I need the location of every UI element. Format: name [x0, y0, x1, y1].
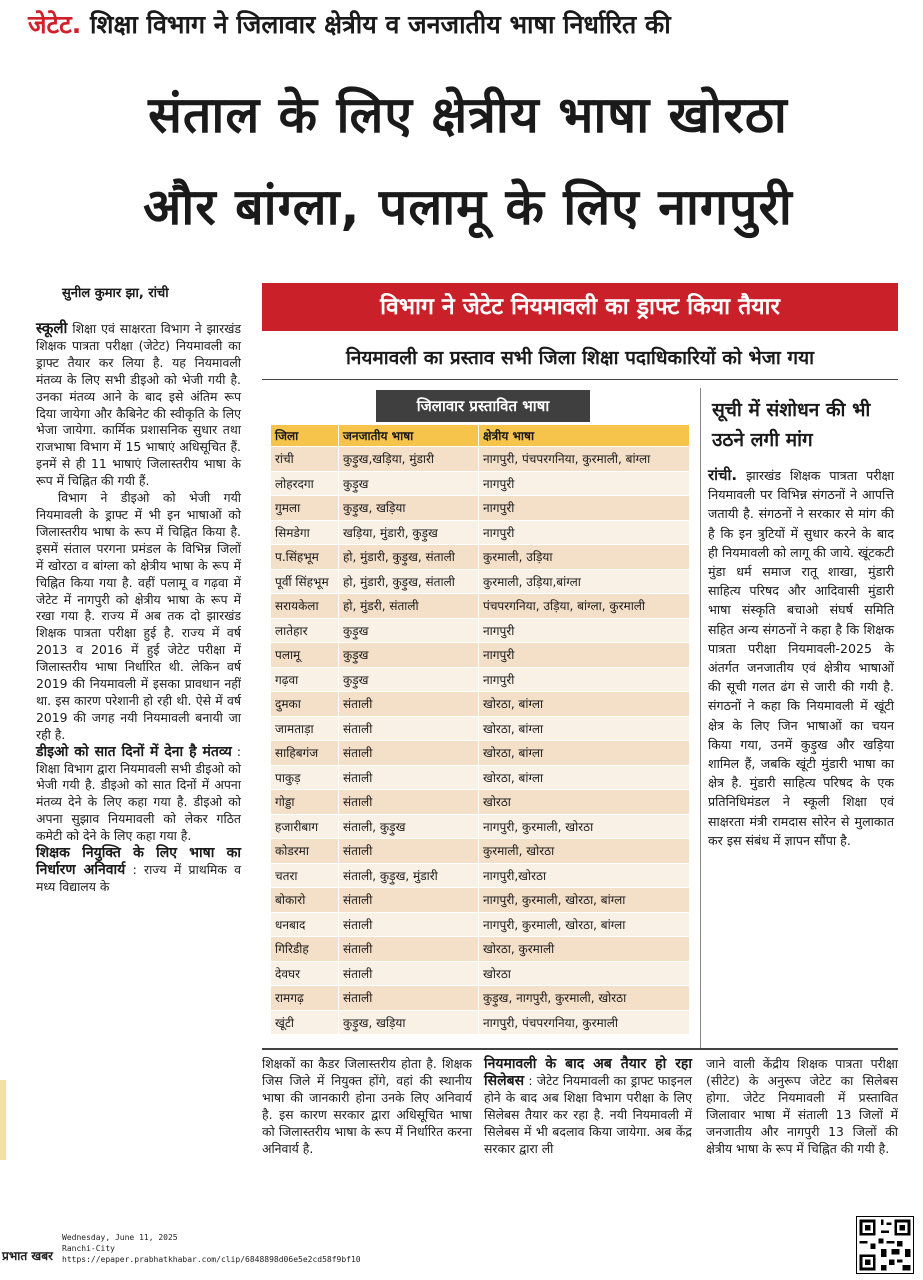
cell-tribal-language: कुड़ुख,खड़िया, मुंडारी — [339, 447, 479, 472]
table-row — [271, 765, 690, 790]
cell-tribal-language: संताली — [339, 888, 479, 913]
bottom-column-2 — [484, 1056, 692, 1157]
table-row — [271, 839, 690, 864]
table-row — [271, 1010, 690, 1035]
cell-regional-language: नागपुरी, पंचपरगनिया, कुरमाली — [479, 1010, 690, 1035]
cell-district: लोहरदगा — [271, 471, 339, 496]
cell-district: हजारीबाग — [271, 814, 339, 839]
sidebar-body: झारखंड शिक्षक पात्रता परीक्षा नियमावली पर विभिन्न संगठनों ने आपत्ति जतायी है. संगठनों ने सरकार से मांग की है कि इन त्रुटियों में सुधार करने के बाद ही नियमावली को लागू की जाये. खूंटकटी मुंडा धर्म समाज रातू शाखा, मुंडारी साहित्य परिषद और आदिवासी मुंडारी भाषा संस्कृति बचाओ संघर्ष समिति सहित अन्य संगठनों ने कहा है कि शिक्षक पात्रता परीक्षा नियमावली-2025 के अंतर्गत जनजातीय एवं क्षेत्रीय भाषाओं की सूची गलत ढंग से जारी की गयी है. संगठनों ने कहा कि नियमावली में खूंटी क्षेत्र के लिए जिन भाषाओं का चयन किया गया, उनमें कुड़ुख और खड़िया शामिल हैं, जबकि खूंटी मुंडारी भाषा का क्षेत्र है. मुंडारी साहित्य परिषद के एक प्रतिनिधिमंडल ने स्कूली शिक्षा एवं साक्षरता मंत्री रामदास सोरेन से मुलाकात कर इस संबंध में ज्ञापन सौंपा है. — [708, 468, 894, 848]
cell-district: गुमला — [271, 496, 339, 521]
table-row — [271, 741, 690, 766]
cell-district: सरायकेला — [271, 594, 339, 619]
cell-tribal-language: संताली — [339, 839, 479, 864]
cell-district: पलामू — [271, 643, 339, 668]
table-title: जिलावार प्रस्तावित भाषा — [376, 390, 590, 422]
table-header-row — [271, 425, 690, 447]
table-row — [271, 790, 690, 815]
cell-regional-language: खोरठा — [479, 790, 690, 815]
cell-regional-language: कुड़ुख, नागपुरी, कुरमाली, खोरठा — [479, 986, 690, 1011]
header-regional-language: क्षेत्रीय भाषा — [479, 425, 690, 447]
table-row — [271, 716, 690, 741]
cell-district: कोडरमा — [271, 839, 339, 864]
cell-tribal-language: संताली — [339, 986, 479, 1011]
lead-word: स्कूली — [36, 319, 68, 337]
publication-logo: प्रभात खबर — [2, 1249, 53, 1263]
cell-tribal-language: कुड़ुख — [339, 643, 479, 668]
qr-code-icon[interactable] — [856, 1216, 914, 1274]
cell-regional-language: कुरमाली, उड़िया — [479, 545, 690, 570]
cell-regional-language: कुरमाली, खोरठा — [479, 839, 690, 864]
headline-line1: संताल के लिए क्षेत्रीय भाषा खोरठा — [148, 86, 788, 144]
cell-district: रामगढ़ — [271, 986, 339, 1011]
cell-regional-language: नागपुरी, कुरमाली, खोरठा — [479, 814, 690, 839]
cell-district: गिरिडीह — [271, 937, 339, 962]
cell-tribal-language: हो, मुंडारी, कुड़ुख, संताली — [339, 545, 479, 570]
cell-district: सिमडेगा — [271, 520, 339, 545]
footer-edition: Ranchi-City — [62, 1244, 115, 1253]
cell-district: साहिबगंज — [271, 741, 339, 766]
cell-regional-language: नागपुरी — [479, 471, 690, 496]
cell-district: जामताड़ा — [271, 716, 339, 741]
cell-district: खूंटी — [271, 1010, 339, 1035]
cell-tribal-language: हो, मुंडारी, कुड़ुख, संताली — [339, 569, 479, 594]
cell-district: पूर्वी सिंहभूम — [271, 569, 339, 594]
cell-district: देवघर — [271, 961, 339, 986]
column-divider — [700, 388, 701, 1048]
table-row — [271, 447, 690, 472]
cell-tribal-language: कुड़ुख, खड़िया — [339, 1010, 479, 1035]
table-row — [271, 545, 690, 570]
cell-district: बोकारो — [271, 888, 339, 913]
kicker-tag: जेटेट. — [28, 10, 82, 39]
footer-date: Wednesday, June 11, 2025 — [62, 1233, 178, 1242]
cell-regional-language: नागपुरी — [479, 667, 690, 692]
cell-tribal-language: हो, मुंडरी, संताली — [339, 594, 479, 619]
subhead-deo: डीइओ को सात दिनों में देना है मंतव्य — [36, 743, 232, 760]
cell-regional-language: खोरठा — [479, 961, 690, 986]
cell-regional-language: पंचपरगनिया, उड़िया, बांग्ला, कुरमाली — [479, 594, 690, 619]
cell-district: गोड्डा — [271, 790, 339, 815]
kicker-text: शिक्षा विभाग ने जिलावार क्षेत्रीय व जनजातीय भाषा निर्धारित की — [89, 10, 671, 39]
left-column — [36, 320, 241, 896]
bottom-column-3 — [706, 1056, 898, 1157]
table-row — [271, 937, 690, 962]
subhead-syllabus: नियमावली के बाद अब तैयार हो रहा सिलेबस — [484, 1056, 692, 1089]
cell-tribal-language: संताली, कुड़ुख — [339, 814, 479, 839]
bottom-text-1: शिक्षकों का कैडर जिलास्तरीय होता है. शिक्षक जिस जिले में नियुक्त होंगे, वहां की स्थानीय भाषा की जानकारी होना उनके लिए अनिवार्य है. इस कारण सरकार द्वारा अधिसूचित भाषा को जिलास्तरीय भाषा के रूप में निर्धारित करना अनिवार्य है. — [262, 1056, 472, 1156]
paragraph-2: विभाग ने डीइओ को भेजी गयी नियमावली के ड्राफ्ट में भी इन भाषाओं को जिलास्तरीय भाषा के रूप में चिह्नित किया है. इसमें संताल परगना प्रमंडल के विभिन्न जिलों में खोरठा व बांग्ला को क्षेत्रीय भाषा के रूप में चिह्नित किया गया है. वहीं पलामू व गढ़वा में जेटेट में नागपुरी को क्षेत्रीय भाषा के रूप में रखा गया है. राज्य में अब तक दो झारखंड शिक्षक पात्रता परीक्षा हुई है. राज्य में वर्ष 2013 व 2016 में हुई जेटेट परीक्षा में जिलास्तरीय भाषा निर्धारित थी. लेकिन वर्ष 2019 की नियमावली में इसका प्रावधान नहीं था. इस कारण परेशानी हो रही थी. ऐसे में वर्ष 2019 की जगह नयी नियमावली बनायी जा रही है. — [36, 490, 241, 742]
sidebar-column — [708, 466, 894, 850]
cell-district: लातेहार — [271, 618, 339, 643]
cell-regional-language: नागपुरी, कुरमाली, खोरठा, बांग्ला — [479, 912, 690, 937]
paragraph-1: शिक्षा एवं साक्षरता विभाग ने झारखंड शिक्षक पात्रता परीक्षा (जेटेट) नियमावली का ड्राफ्ट तैयार कर लिया है. यह नियमावली मंतव्य के लिए सभी डीइओ को भेजी गयी है. उनका मंतव्य आने के बाद इसे अंतिम रूप दिया जायेगा और कैबिनेट की स्वीकृति के लिए भेजा जायेगा. कार्मिक प्रशासनिक सुधार तथा राजभाषा विभाग में 15 भाषाएं अधिसूचित हैं. इनमें से ही 11 भाषाएं जिलास्तरीय भाषा के रूप में चिह्नित की गयी हैं. — [36, 321, 241, 489]
bottom-divider — [262, 1048, 898, 1050]
cell-regional-language: नागपुरी — [479, 520, 690, 545]
cell-district: गढ़वा — [271, 667, 339, 692]
table-row — [271, 692, 690, 717]
cell-regional-language: खोरठा, कुरमाली — [479, 937, 690, 962]
table-row — [271, 888, 690, 913]
cell-district: दुमका — [271, 692, 339, 717]
cell-regional-language: खोरठा, बांग्ला — [479, 765, 690, 790]
cell-regional-language: कुरमाली, उड़िया,बांग्ला — [479, 569, 690, 594]
cell-regional-language: नागपुरी, कुरमाली, खोरठा, बांग्ला — [479, 888, 690, 913]
footer-meta — [62, 1232, 361, 1265]
table-row — [271, 912, 690, 937]
cell-tribal-language: खड़िया, मुंडारी, कुड़ुख — [339, 520, 479, 545]
table-row — [271, 594, 690, 619]
cell-tribal-language: संताली — [339, 937, 479, 962]
cell-regional-language: खोरठा, बांग्ला — [479, 741, 690, 766]
sub-banner: नियमावली का प्रस्ताव सभी जिला शिक्षा पदाधिकारियों को भेजा गया — [262, 336, 898, 380]
bottom-column-1 — [262, 1056, 472, 1157]
paragraph-3: : शिक्षा विभाग द्वारा नियमावली सभी डीइओ को भेजी गयी है. डीइओ को सात दिनों में अपना मंतव्य देने के लिए कहा गया है. डीइओ को अपना सुझाव नियमावली को लेकर गठित कमेटी को देने के लिए कहा गया है. — [36, 743, 241, 844]
district-language-table — [270, 424, 690, 1035]
bottom-text-3: जाने वाली केंद्रीय शिक्षक पात्रता परीक्षा (सीटेट) के अनुरूप जेटेट का सिलेबस होगा. जेटेट नियमावली में प्रस्तावित जिलावार भाषा में संताली 13 जिलों में जनजातीय और नागपुरी 13 जिलों की क्षेत्रीय भाषा के रूप में चिह्नित की गयी है. — [706, 1056, 898, 1156]
kicker — [28, 6, 908, 44]
footer-url[interactable]: https://epaper.prabhatkhabar.com/clip/6848898d06e5e2cd58f9bf10 — [62, 1255, 361, 1264]
cell-tribal-language: कुड़ुख, खड़िया — [339, 496, 479, 521]
cell-regional-language: खोरठा, बांग्ला — [479, 692, 690, 717]
cell-tribal-language: संताली — [339, 741, 479, 766]
dateline: रांची. — [708, 466, 738, 484]
cell-tribal-language: संताली, कुड़ुख, मुंडारी — [339, 863, 479, 888]
red-banner: विभाग ने जेटेट नियमावली का ड्राफ्ट किया तैयार — [262, 283, 898, 331]
subhead-language: शिक्षक नियुक्ति के लिए भाषा का निर्धारण अनिवार्य — [36, 845, 241, 878]
cell-regional-language: नागपुरी,खोरठा — [479, 863, 690, 888]
table-row — [271, 643, 690, 668]
cell-district: धनबाद — [271, 912, 339, 937]
sidebar-heading: सूची में संशोधन की भी उठने लगी मांग — [712, 399, 871, 451]
table-row — [271, 961, 690, 986]
cell-regional-language: नागपुरी — [479, 643, 690, 668]
table-row — [271, 667, 690, 692]
cell-tribal-language: कुड़ुख — [339, 618, 479, 643]
cell-tribal-language: संताली — [339, 765, 479, 790]
table-row — [271, 986, 690, 1011]
headline-line2: और बांग्ला, पलामू के लिए नागपुरी — [143, 178, 793, 236]
cell-district: चतरा — [271, 863, 339, 888]
cell-tribal-language: कुड़ुख — [339, 471, 479, 496]
cell-district: प.सिंहभूम — [271, 545, 339, 570]
table-body — [271, 447, 690, 1035]
paragraph-4: : राज्य में प्राथमिक व मध्य विद्यालय के — [36, 862, 241, 894]
table-row — [271, 618, 690, 643]
cell-tribal-language: कुड़ुख — [339, 667, 479, 692]
cell-district: पाकुड़ — [271, 765, 339, 790]
table-row — [271, 569, 690, 594]
cell-district: रांची — [271, 447, 339, 472]
byline: सुनील कुमार झा, रांची — [62, 286, 169, 301]
cell-regional-language: नागपुरी — [479, 618, 690, 643]
side-margin-mark — [0, 1080, 6, 1160]
cell-tribal-language: संताली — [339, 790, 479, 815]
cell-tribal-language: संताली — [339, 961, 479, 986]
cell-tribal-language: संताली — [339, 692, 479, 717]
table-row — [271, 520, 690, 545]
header-tribal-language: जनजातीय भाषा — [339, 425, 479, 447]
cell-regional-language: नागपुरी, पंचपरगनिया, कुरमाली, बांग्ला — [479, 447, 690, 472]
table-row — [271, 814, 690, 839]
cell-regional-language: नागपुरी — [479, 496, 690, 521]
bottom-text-2: : जेटेट नियमावली का ड्राफ्ट फाइनल होने के बाद अब शिक्षा विभाग परीक्षा के लिए सिलेबस तैयार कर रहा है. नयी नियमावली में सिलेबस में भी बदलाव किया जायेगा. अब केंद्र सरकार द्वारा ली — [484, 1072, 692, 1156]
cell-tribal-language: संताली — [339, 716, 479, 741]
table-row — [271, 496, 690, 521]
header-district: जिला — [271, 425, 339, 447]
table-row — [271, 863, 690, 888]
cell-tribal-language: संताली — [339, 912, 479, 937]
cell-regional-language: खोरठा, बांग्ला — [479, 716, 690, 741]
table-row — [271, 471, 690, 496]
